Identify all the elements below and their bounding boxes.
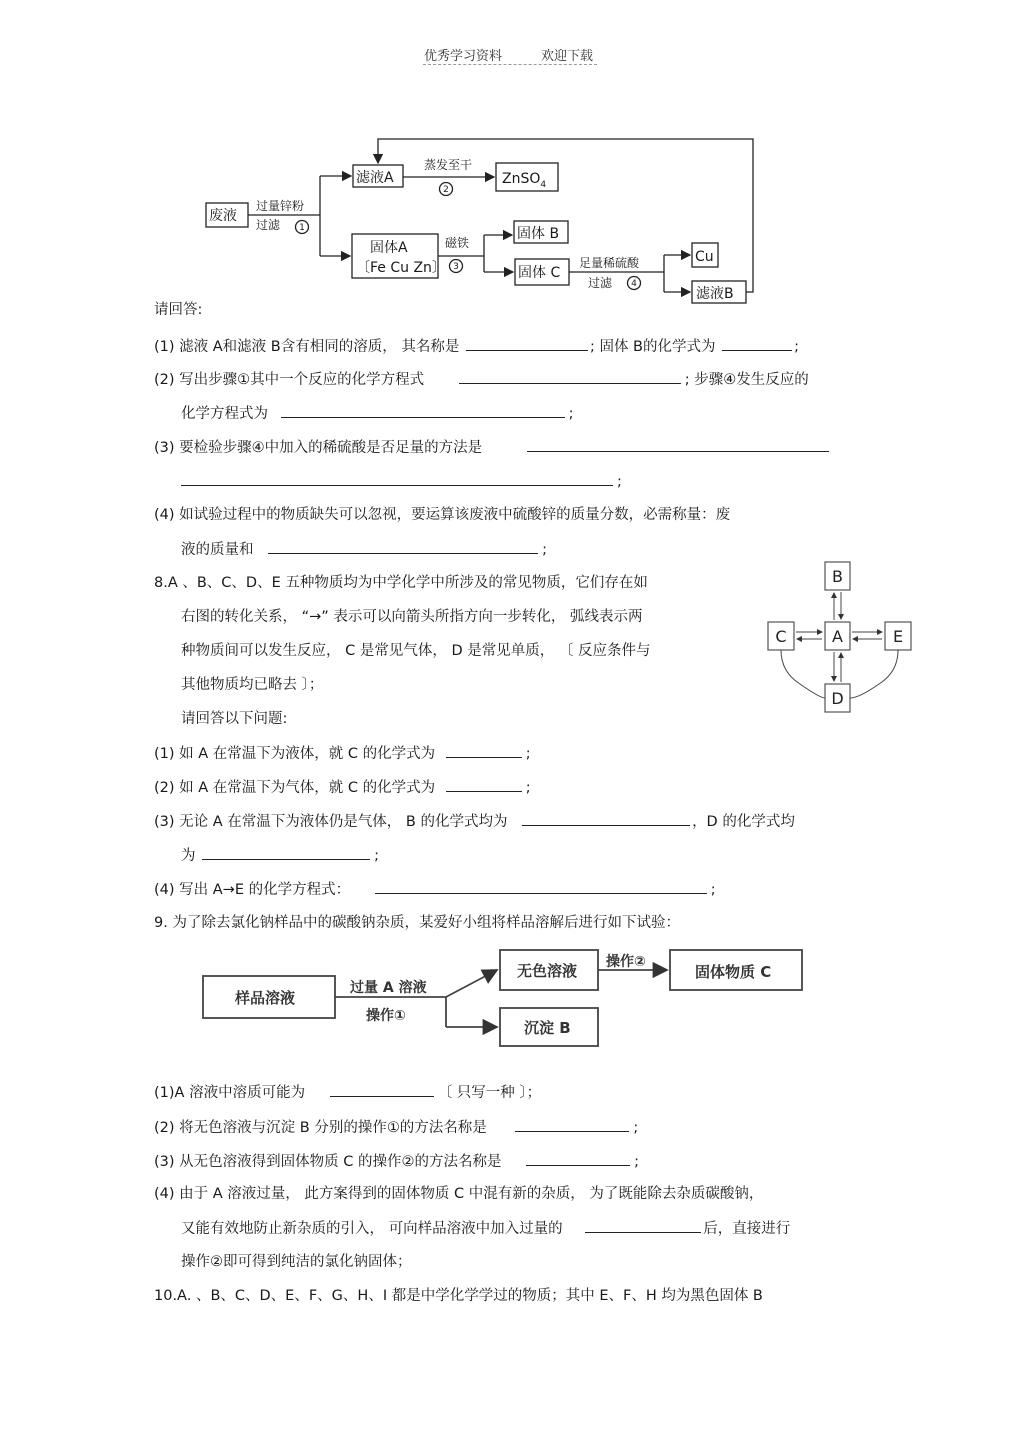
precip-label: 沉淀 B [524,1019,571,1037]
q7-part2: (2) 写出步骤①其中一个反应的化学方程式 ; 步骤④发生反应的 [154,369,809,390]
step1-number: 1 [299,223,305,233]
q7-part2-line2: 化学方程式为 ; [181,403,574,424]
q9-part4-line3: 操作②即可得到纯洁的氯化钠固体； [181,1254,412,1270]
solid-c-label: 固体 C [518,265,561,281]
step-a-bottom-label: 操作① [366,1008,406,1024]
q7-part4-line2: 液的质量和 ; [181,539,547,560]
q8-part1-blank[interactable] [446,743,522,758]
solid-a-label: 固体A [370,240,408,256]
relation-diagram [760,560,920,720]
node-a-label: A [832,627,843,646]
q9-part4-blank[interactable] [585,1218,701,1233]
step2-number: 2 [443,185,449,195]
arc-c-d [781,650,825,698]
q9-part4: (4) 由于 A 溶液过量， 此方案得到的固体物质 C 中混有新的杂质， 为了既能除去杂质碳酸钠， [154,1186,764,1202]
step1-top-label: 过量锌粉 [256,199,305,213]
op2-label: 操作② [606,954,646,970]
q8-part3-blank1[interactable] [522,811,690,826]
step4-number: 4 [631,279,637,289]
filtrate-b-label: 滤液B [696,286,734,302]
q8-part4-blank[interactable] [375,879,707,894]
q9-part2: (2) 将无色溶液与沉淀 B 分别的操作①的方法名称是 ; [154,1117,638,1138]
q8-part3-line2: 为 ; [181,845,379,866]
q9-part1-blank[interactable] [330,1082,434,1097]
q7-part1-blank1[interactable] [466,336,588,351]
magnet-label: 磁铁 [445,236,470,250]
step1-bottom-label: 过滤 [256,218,281,232]
q9-part4-line2: 又能有效地防止新杂质的引入， 可向样品溶液中加入过量的 后，直接进行 [181,1218,790,1239]
q9-part2-blank[interactable] [515,1117,629,1132]
q8-part2: (2) 如 A 在常温下为气体，就 C 的化学式为 ; [154,777,531,798]
header-left: 优秀学习资料 [424,49,503,64]
q9-part3: (3) 从无色溶液得到固体物质 C 的操作②的方法名称是 ; [154,1151,639,1172]
waste-label: 废液 [209,208,237,224]
step3-number: 3 [453,262,459,272]
q8-line5: 请回答以下问题: [181,711,288,727]
filtrate-a-label: 滤液A [356,170,394,186]
q7-part3-blank1[interactable] [527,437,829,452]
q7-part3-blank2[interactable] [181,471,613,486]
q7-prompt: 请回答: [154,302,203,318]
znso4-label: ZnSO$_4$ [502,171,547,190]
q7-part1: (1) 滤液 A和滤液 B含有相同的溶质， 其名称是 ; 固体 B的化学式为 ; [154,336,799,357]
flowchart-zinc-recovery [0,0,1024,310]
solid-a-content: 〔Fe Cu Zn〕 [356,260,446,276]
q7-part3: (3) 要检验步骤④中加入的稀硫酸是否足量的方法是 [154,437,829,458]
step-a-top-label: 过量 A 溶液 [350,980,427,996]
node-e-label: E [892,627,904,646]
q9-part1: (1)A 溶液中溶质可能为 〔 只写一种 〕； [154,1082,541,1103]
colorless-label: 无色溶液 [517,962,578,980]
q8-line4: 其他物质均已略去 〕； [181,677,324,693]
q7-part4: (4) 如试验过程中的物质缺失可以忽视，要运算该废液中硫酸锌的质量分数，必需称量：废 [154,507,731,523]
solid-b-label: 固体 B [517,226,560,242]
acid-bottom-label: 过滤 [588,276,613,290]
q8-part2-blank[interactable] [446,777,522,792]
cu-label: Cu [695,249,714,265]
flowchart-salt-purification [190,940,820,1060]
acid-top-label: 足量稀硫酸 [579,256,640,270]
q9-part3-blank[interactable] [526,1151,630,1166]
solid-c-label-2: 固体物质 C [695,963,772,981]
q10-intro: 10.A. 、B、C、D、E、F、G、H、I 都是中学化学学过的物质；其中 E、F、H 均为黑色固体 B [154,1288,763,1304]
q8-part4: (4) 写出 A→E 的化学方程式： ; [154,879,716,900]
node-d-label: D [831,689,844,708]
q7-part1-blank2[interactable] [722,336,792,351]
q7-part4-blank[interactable] [268,539,538,554]
q8-line3: 种物质间可以发生反应， C 是常见气体， D 是常见单质， 〔 反应条件与 [181,643,651,659]
sample-label: 样品溶液 [235,989,296,1007]
q7-part2-blank2[interactable] [281,403,565,418]
q8-line2: 右图的转化关系， “→” 表示可以向箭头所指方向一步转化， 弧线表示两 [181,609,643,625]
evap-label: 蒸发至干 [424,158,473,172]
node-b-label: B [832,567,843,586]
arc-e-d [850,650,898,698]
q8-line1: 8.A 、B、C、D、E 五种物质均为中学化学中所涉及的常见物质，它们存在如 [154,575,648,591]
header-right: 欢迎下载 [541,49,594,64]
node-c-label: C [775,627,787,646]
q8-part1: (1) 如 A 在常温下为液体，就 C 的化学式为 ; [154,743,531,764]
q7-part2-blank1[interactable] [459,369,681,384]
q8-part3-blank2[interactable] [202,845,370,860]
q9-intro: 9. 为了除去氯化钠样品中的碳酸钠杂质，某爱好小组将样品溶解后进行如下试验： [154,915,680,931]
q8-part3: (3) 无论 A 在常温下为液体仍是气体， B 的化学式均为 ，D 的化学式均 [154,811,795,832]
q7-part3-line2: ; [181,471,622,492]
